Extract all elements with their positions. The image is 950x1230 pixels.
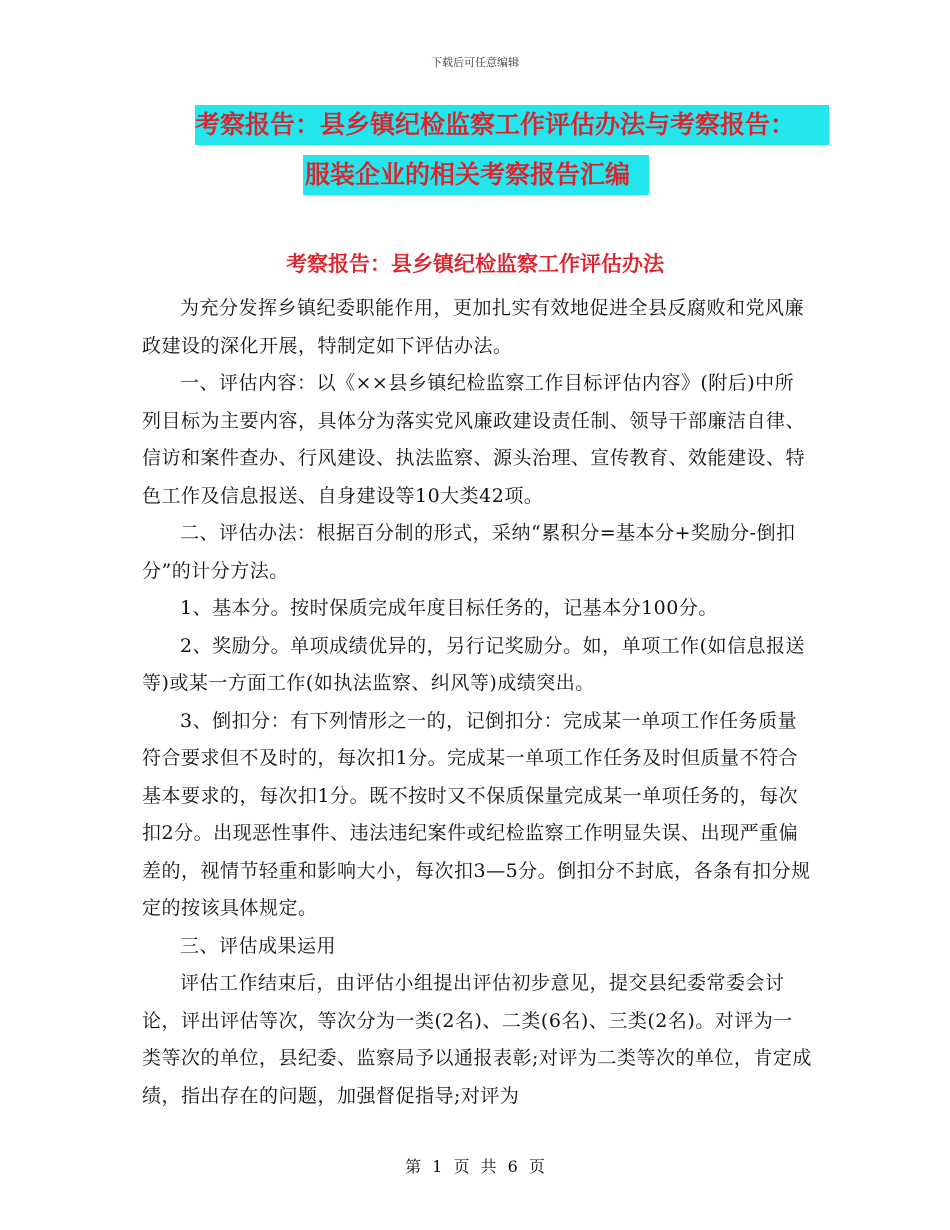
page-number: 第 1 页 共 6 页 bbox=[405, 1157, 545, 1176]
document-body bbox=[142, 290, 812, 1115]
paragraph: 评估工作结束后，由评估小组提出评估初步意见，提交县纪委常委会讨论，评出评估等次，等次分为一类(2名)、二类(6名)、三类(2名)。对评为一类等次的单位，县纪委、监察局予以通报表彰;对评为二类等次的单位，肯定成绩，指出存在的问题，加强督促指导;对评为 bbox=[142, 972, 812, 1107]
paragraph: 1、基本分。按时保质完成年度目标任务的，记基本分100分。 bbox=[180, 597, 718, 619]
title-line-1: 考察报告：县乡镇纪检监察工作评估办法与考察报告： bbox=[195, 105, 829, 145]
title-line-2: 服装企业的相关考察报告汇编 bbox=[303, 155, 649, 195]
paragraph: 3、倒扣分：有下列情形之一的，记倒扣分：完成某一单项工作任务质量符合要求但不及时的，每次扣1分。完成某一单项工作任务及时但质量不符合基本要求的，每次扣1分。既不按时又不保质保量完成某一单项任务的，每次扣2分。出现恶性事件、违法违纪案件或纪检监察工作明显失误、出现严重偏差的，视情节轻重和影响大小，每次扣3—5分。倒扣分不封底，各条有扣分规定的按该具体规定。 bbox=[142, 709, 811, 919]
paragraph: 2、奖励分。单项成绩优异的，另行记奖励分。如，单项工作(如信息报送等)或某一方面工作(如执法监察、纠风等)成绩突出。 bbox=[142, 634, 806, 694]
section-title: 考察报告：县乡镇纪检监察工作评估办法 bbox=[286, 252, 664, 276]
paragraph: 一、评估内容：以《××县乡镇纪检监察工作目标评估内容》(附后)中所列目标为主要内容，具体分为落实党风廉政建设责任制、领导干部廉洁自律、信访和案件查办、行风建设、执法监察、源头治理、宣传教育、效能建设、特色工作及信息报送、自身建设等10大类42项。 bbox=[142, 372, 806, 507]
paragraph: 三、评估成果运用 bbox=[180, 934, 337, 957]
paragraph: 二、评估办法：根据百分制的形式，采纳“累积分=基本分+奖励分-倒扣分”的计分方法。 bbox=[142, 522, 796, 582]
header-note: 下载后可任意编辑 bbox=[431, 56, 519, 69]
paragraph: 为充分发挥乡镇纪委职能作用，更加扎实有效地促进全县反腐败和党风廉政建设的深化开展，特制定如下评估办法。 bbox=[142, 297, 805, 357]
